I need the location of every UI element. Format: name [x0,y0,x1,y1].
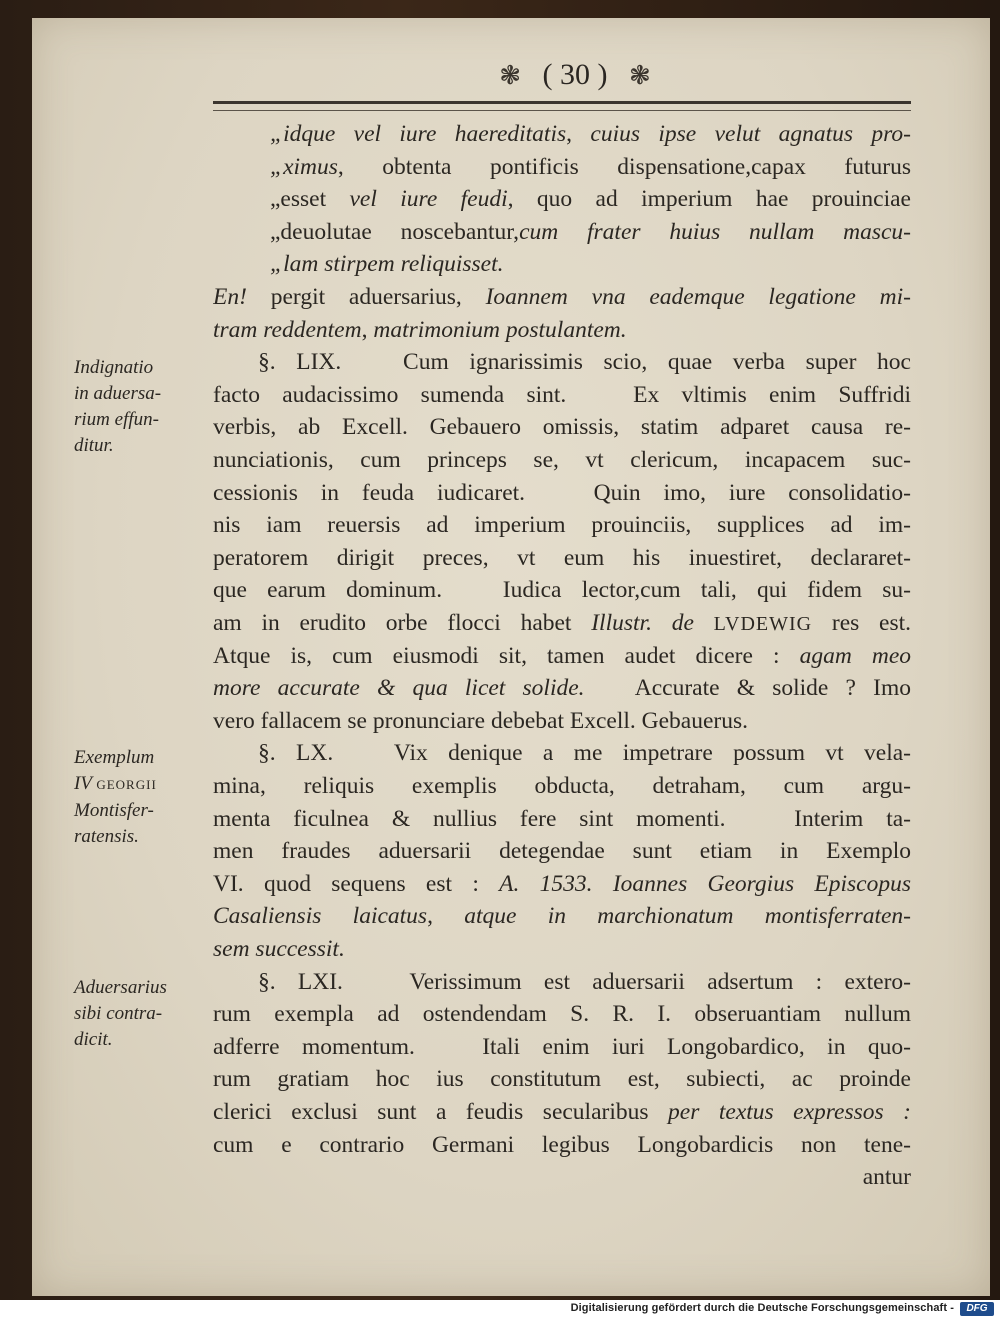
footer-bar [0,1300,1000,1319]
text-line: „esset vel iure feudi, quo ad imperium hae prouinciae [270,186,911,213]
text-line: men fraudes aduersarii detegendae sunt etiam in Exemplo [213,838,911,865]
text-line: que earum dominum. Iudica lector,cum tali, qui fidem su- [213,577,911,604]
text-line: nunciationis, cum princeps se, vt clericum, incapacem suc- [213,447,911,473]
text-line: vero fallacem se pronunciare debebat Excell. Gebauerus. [213,707,749,734]
text-line: „ximus, obtenta pontificis dispensatione,capax futurus [270,153,911,180]
text-line: peratorem dirigit preces, vt eum his inuestiret, declararet- [213,544,911,571]
margin-note-line: rium effun- [74,409,159,430]
margin-note-line: Montisfer- [74,800,154,821]
header-rule [213,101,911,111]
text-line: §. LX. Vix denique a me impetrare possum vt vela- [258,740,911,767]
text-line: mina, reliquis exemplis obducta, detraham, cum argu- [213,773,911,799]
text-line: VI. quod sequens est : A. 1533. Ioannes Georgius Episcopus [213,870,911,897]
text-line: verbis, ab Excell. Gebauero omissis, statim adparet causa re- [213,414,911,441]
text-line: facto audacissimo sumenda sint. Ex vltimis enim Suffridi [213,381,911,408]
funding-credit: Digitalisierung gefördert durch die Deutsche Forschungsgemeinschaft - [570,1302,954,1314]
text-line: „deuolutae noscebantur,cum frater huius nullam mascu- [270,218,911,245]
text-line: antur [862,1164,911,1191]
text-line: adferre momentum. Itali enim iuri Longobardico, in quo- [213,1033,911,1060]
margin-note-line: Indignatio [74,357,154,378]
page-header [460,58,690,98]
margin-note [74,745,206,850]
page-number: ( 30 ) [542,58,608,91]
margin-note-line: Exemplum [74,747,155,768]
margin-note-line: Aduersarius [74,977,167,998]
text-line: „lam stirpem reliquisset. [270,251,504,278]
margin-note-line: ratensis. [74,826,139,847]
text-line: cum e contrario Germani legibus Longobardicis non tene- [213,1131,911,1158]
margin-note-line: dicit. [74,1029,113,1050]
text-line: tram reddentem, matrimonium postulantem. [213,316,627,343]
margin-note [74,975,206,1053]
text-line: rum exempla ad ostendendam S. R. I. obseruantiam nullum [213,1001,911,1028]
margin-note-line: IV GEORGII [74,773,157,794]
text-line: En! pergit aduersarius, Ioannem vna eademque legatione mi- [213,284,911,310]
text-line: rum gratiam hoc ius constitutum est, subiecti, ac proinde [213,1066,911,1093]
text-line: Atque is, cum eiusmodi sit, tamen audet dicere : agam meo [213,642,911,669]
margin-note-line: in aduersa- [74,383,162,404]
text-line: menta ficulnea & nullius fere sint momenti. Interim ta- [213,805,911,832]
text-line: cessionis in feuda iudicaret. Quin imo, iure consolidatio- [213,479,911,506]
text-line: nis iam reuersis ad imperium prouinciis, supplices ad im- [213,512,911,539]
text-line: §. LXI. Verissimum est aduersarii adsertum : extero- [258,968,911,995]
flower-ornament-icon: ❃ [499,61,521,90]
text-line: „idque vel iure haereditatis, cuius ipse velut agnatus pro- [270,121,911,147]
text-line: Casaliensis laicatus, atque in marchionatum montisferraten- [213,903,911,930]
text-line: clerici exclusi sunt a feudis secularibus per textus expressos : [213,1099,911,1125]
text-line: am in erudito orbe flocci habet Illustr. de LVDEWIG res est. [213,610,911,636]
text-line: more accurate & qua licet solide. Accurate & solide ? Imo [213,675,911,702]
margin-note-line: sibi contra- [74,1003,163,1024]
margin-note [74,355,206,459]
text-line: sem successit. [213,936,345,962]
flower-ornament-icon: ❃ [628,61,651,90]
dfg-logo: DFG [960,1302,994,1316]
margin-note-line: ditur. [74,435,114,456]
text-line: §. LIX. Cum ignarissimis scio, quae verba super hoc [258,349,911,376]
